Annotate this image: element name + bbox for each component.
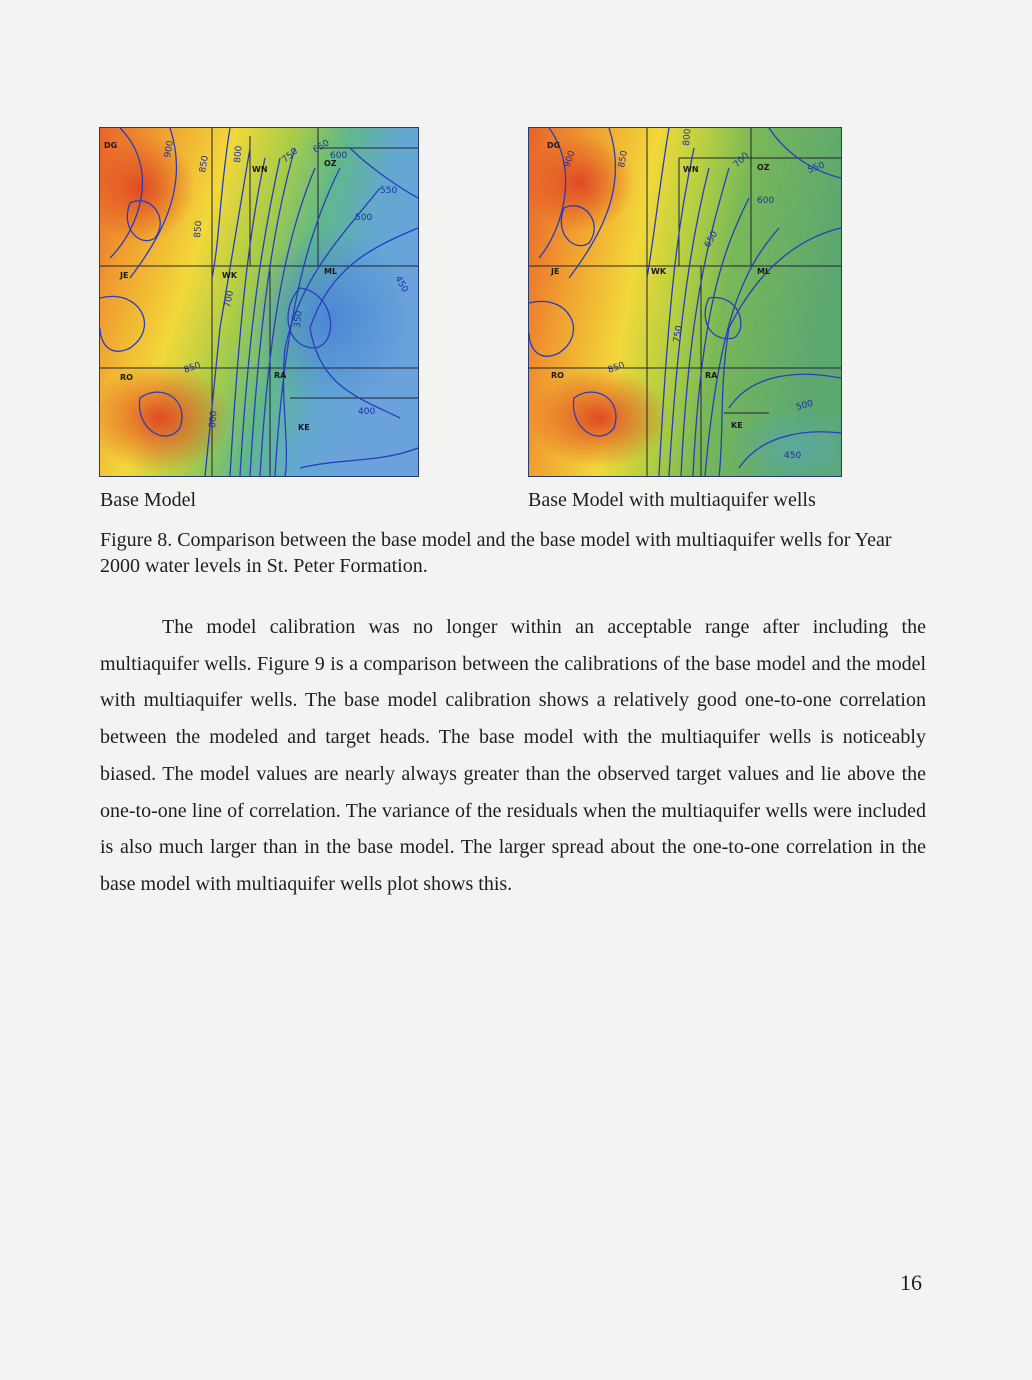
contour-label: 850 <box>606 360 627 376</box>
contour-label: 800 <box>233 145 245 164</box>
county-label-dg: DG <box>547 141 561 150</box>
base-model-label: Base Model <box>100 489 197 511</box>
contour-label: 450 <box>784 451 802 461</box>
contour-label: 850 <box>617 149 630 169</box>
county-label-ro: RO <box>551 371 564 380</box>
contour-label: 600 <box>757 196 775 206</box>
county-label-dg: DG <box>104 141 118 150</box>
contour-label: 650 <box>311 138 332 156</box>
contour-label: 650 <box>702 229 721 250</box>
base-model-map <box>99 127 419 477</box>
contour-label: 800 <box>682 128 694 147</box>
contour-label: 550 <box>806 160 827 176</box>
county-label-ra: RA <box>274 371 287 380</box>
multiaquifer-contour-map <box>529 128 841 476</box>
base-model-contour-map <box>100 128 418 476</box>
contour-label: 800 <box>208 410 220 429</box>
county-label-wn: WN <box>252 165 268 174</box>
page-number: 16 <box>900 1270 922 1295</box>
county-label-wk: WK <box>651 267 667 276</box>
county-label-wn: WN <box>683 165 699 174</box>
county-label-je: JE <box>120 271 129 280</box>
county-label-ke: KE <box>731 421 743 430</box>
contour-label: 750 <box>672 324 685 344</box>
contour-label: 700 <box>223 289 236 309</box>
body-paragraph: The model calibration was no longer within an acceptable range after including the multiaquifer wells. Figure 9 is a comparison between the calibrations of the base model and the model with multiaquifer wells. The base model calibration shows a relatively good one-to-one correlation between the modeled and target heads. The base model with the multiaquifer wells is noticeably biased. The model values are nearly always greater than the observed target values and lie above the one-to-one line of correlation. The variance of the residuals when the multiaquifer wells were included is also much larger than in the base model. The larger spread about the one-to-one correlation in the base model with multiaquifer wells plot shows this. <box>100 616 926 895</box>
contour-label: 600 <box>330 151 348 161</box>
county-label-oz: OZ <box>324 159 337 168</box>
contour-label: 450 <box>392 274 410 295</box>
county-label-ml: ML <box>757 267 771 276</box>
multiaquifer-label: Base Model with multiaquifer wells <box>528 489 816 511</box>
county-label-ml: ML <box>324 267 338 276</box>
contour-label: 750 <box>280 146 301 166</box>
contour-label: 850 <box>198 154 211 174</box>
contour-label: 550 <box>380 186 398 196</box>
contour-label: 900 <box>562 149 578 170</box>
contour-label: 500 <box>355 213 373 223</box>
contour-label: 350 <box>293 310 305 329</box>
county-label-ro: RO <box>120 373 133 382</box>
contour-label: 700 <box>732 150 752 171</box>
contour-label: 900 <box>163 139 176 159</box>
county-label-ra: RA <box>705 371 718 380</box>
county-label-je: JE <box>551 267 560 276</box>
figure-caption: Figure 8. Comparison between the base model and the base model with multiaquifer wells for Year 2000 water levels in St. Peter Formation. <box>100 529 892 577</box>
county-label-ke: KE <box>298 423 310 432</box>
contour-label: 850 <box>182 360 203 376</box>
multiaquifer-model-map <box>528 127 842 477</box>
contour-label: 850 <box>193 220 205 239</box>
contour-label: 500 <box>795 398 815 413</box>
county-label-oz: OZ <box>757 163 770 172</box>
county-label-wk: WK <box>222 271 238 280</box>
contour-label: 400 <box>358 407 376 417</box>
